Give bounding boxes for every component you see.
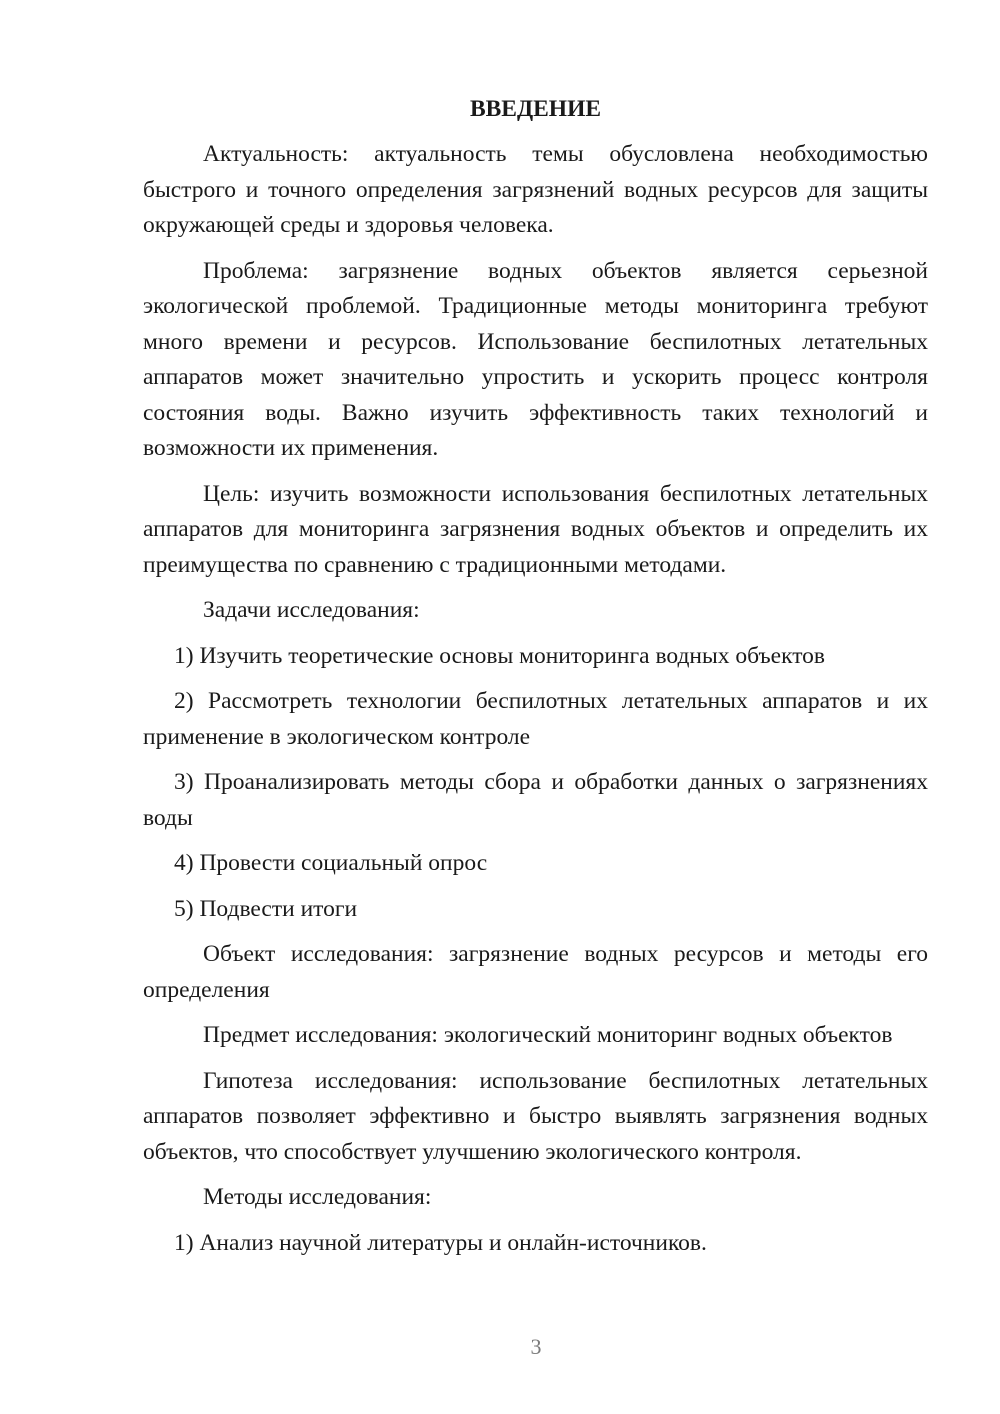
document-body — [143, 94, 928, 1271]
methods-heading: Методы исследования: — [203, 1184, 432, 1210]
task-item-5: 5) Подвести итоги — [174, 895, 358, 922]
paragraph-goal: Цель: изучить возможности использования беспилотных летательных аппаратов для мониторинга загрязнения водных объектов и определить их преимущества по сравнению с традиционными методами. — [143, 480, 928, 578]
method-item-1: 1) Анализ научной литературы и онлайн-источников. — [174, 1229, 707, 1256]
paragraph-hypothesis: Гипотеза исследования: использование беспилотных летательных аппаратов позволяет эффективно и быстро выявлять загрязнения водных объектов, что способствует улучшению экологического контроля. — [143, 1067, 928, 1165]
page-number: 3 — [530, 1334, 542, 1359]
task-item-1: 1) Изучить теоретические основы мониторинга водных объектов — [174, 642, 826, 669]
paragraph-subject: Предмет исследования: экологический мониторинг водных объектов — [203, 1022, 893, 1048]
paragraph-problem: Проблема: загрязнение водных объектов является серьезной экологической проблемой. Традиционные методы мониторинга требуют много времени и ресурсов. Использование беспилотных летательных аппаратов может значительно упростить и ускорить процесс контроля состояния воды. Важно изучить эффективность таких технологий и возможности их применения. — [143, 257, 928, 461]
task-item-2: 2) Рассмотреть технологии беспилотных летательных аппаратов и их применение в экологическом контроле — [143, 688, 928, 750]
paragraph-object: Объект исследования: загрязнение водных ресурсов и методы его определения — [143, 941, 928, 1003]
tasks-heading: Задачи исследования: — [203, 597, 420, 623]
task-item-3: 3) Проанализировать методы сбора и обработки данных о загрязнениях воды — [143, 769, 928, 831]
paragraph-relevance: Актуальность: актуальность темы обусловлена необходимостью быстрого и точного определения загрязнений водных ресурсов для защиты окружающей среды и здоровья человека. — [143, 141, 928, 238]
task-item-4: 4) Провести социальный опрос — [174, 850, 488, 876]
section-title: ВВЕДЕНИЕ — [469, 96, 602, 122]
